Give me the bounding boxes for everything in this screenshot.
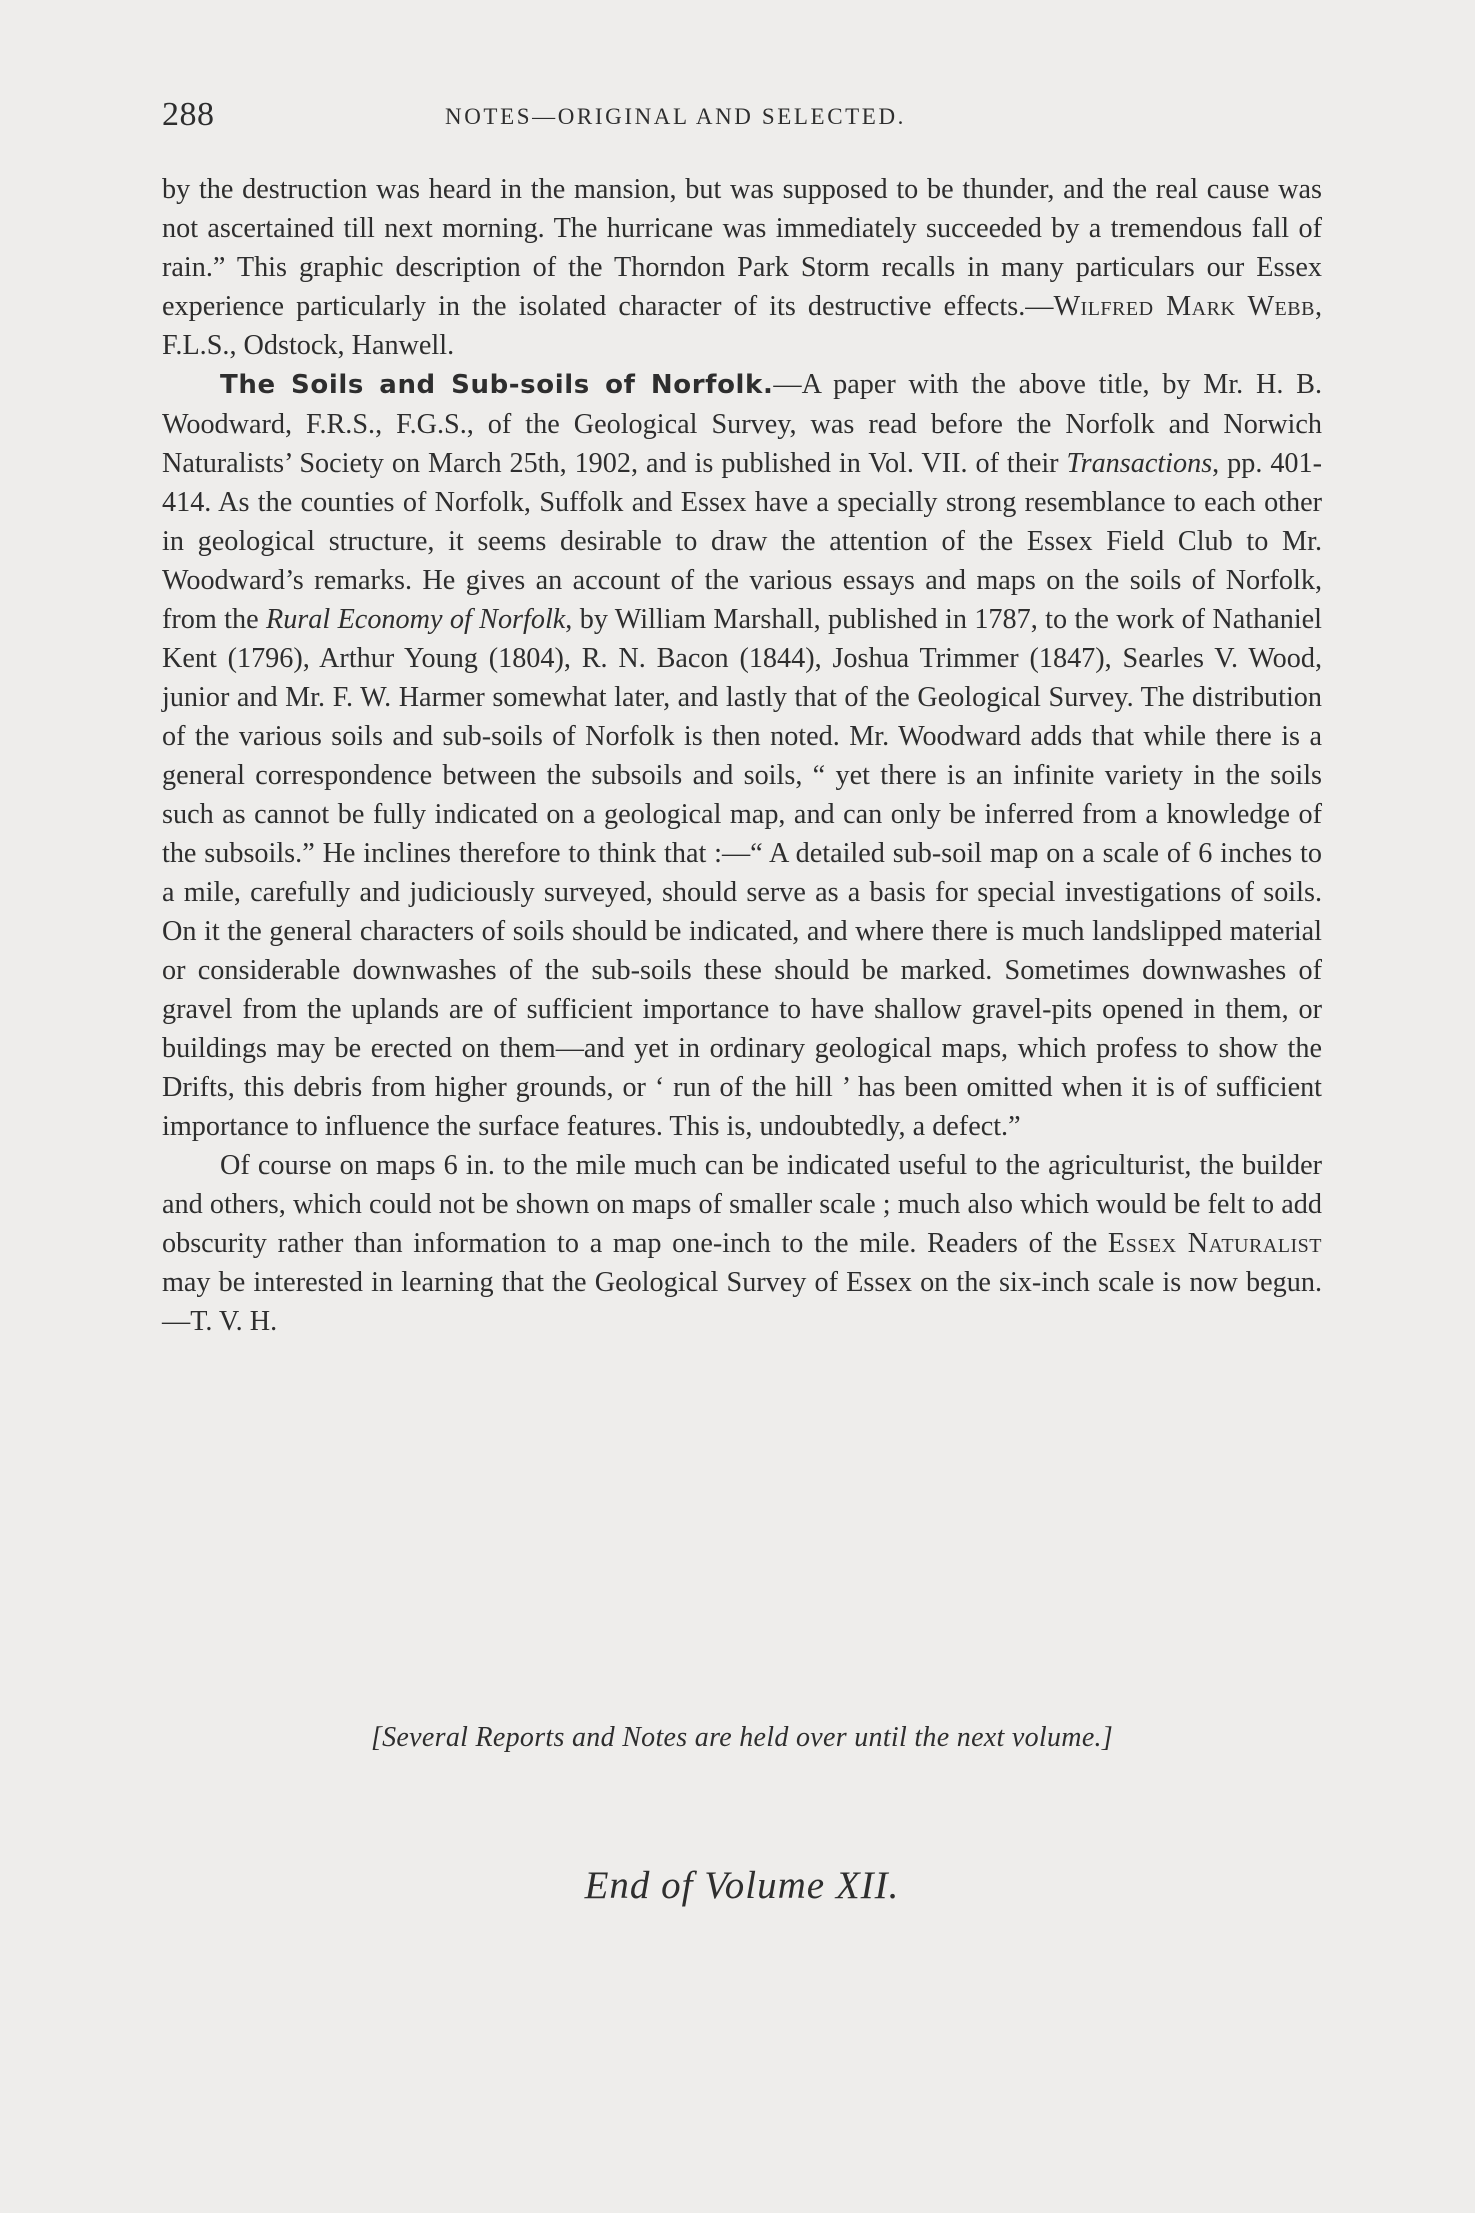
italic-title: Rural Economy of Norfolk xyxy=(266,604,566,635)
paragraph-text: by the destruction was heard in the mansion, but was supposed to be thunder, and the real cause was not ascertained till next morning. The hurricane was immediately succeeded by a tremendous fall of rain.” This graphic description of the Thorndon Park Storm recalls in many particulars our Essex experience particularly in the isolated character of its destructive effects.— xyxy=(162,174,1322,322)
paragraph-text: —A paper with the above title, by Mr. H. B. Woodward, F.R.S., F.G.S., of the Geological Survey, was read before the Norfolk and Norwich Naturalists’ Society on March 25th, 1902, and is published in Vol. VII. of their xyxy=(162,369,1322,479)
author-affiliation: , F.L.S., Odstock, Hanwell. xyxy=(162,291,1322,361)
paragraph-text: Of course on maps 6 in. to the mile much can be indicated useful to the agriculturist, the builder and others, which could not be shown on maps of smaller scale ; much also which would be felt to add obscurity rather than information to a map one-inch to the mile. Readers of the xyxy=(162,1150,1322,1259)
journal-name: Essex Naturalist xyxy=(1107,1228,1322,1259)
article-body xyxy=(162,170,1322,1341)
end-of-volume: End of Volume XII. xyxy=(584,1864,900,1907)
paragraph-text: , pp. 401-414. As the counties of Norfolk, Suffolk and Essex have a specially strong resemblance to each other in geological structure, it seems desirable to draw the attention of the Essex Field Club to Mr. Woodward’s remarks. He gives an account of the various essays and maps on the soils of Norfolk, from the xyxy=(162,448,1323,635)
paragraph-text: , by William Marshall, published in 1787, to the work of Nathaniel Kent (1796), Arthur Young (1804), R. N. Bacon (1844), Joshua Trimmer (1847), Searles V. Wood, junior and Mr. F. W. Harmer somewhat later, and lastly that of the Geological Survey. The distribution of the various soils and sub-soils of Norfolk is then noted. Mr. Woodward adds that while there is a general correspondence between the subsoils and soils, “ yet there is an infinite variety in the soils such as cannot be fully indicated on a geological map, and can only be inferred from a knowledge of the subsoils.” He inclines therefore to think that :—“ A detailed sub-soil map on a scale of 6 inches to a mile, carefully and judiciously surveyed, should serve as a basis for special investigations of soils. On it the general characters of soils should be indicated, and where there is much landslipped material or considerable downwashes of the sub-soils these should be marked. Sometimes downwashes of gravel from the uplands are of sufficient importance to have shallow gravel-pits opened in them, or buildings may be erected on them—and yet in ordinary geological maps, which profess to show the Drifts, this debris from higher grounds, or ‘ run of the hill ’ has been omitted when it is of sufficient importance to influence the surface features. This is, undoubtedly, a defect.” xyxy=(162,604,1323,1142)
paragraph-text: may be interested in learning that the Geological Survey of Essex on the six-inch scale is now begun.—T. V. H. xyxy=(162,1267,1322,1337)
paragraph-continued xyxy=(162,170,1322,365)
paragraph-maps xyxy=(162,1146,1322,1341)
author-name: Wilfred Mark Webb xyxy=(1053,291,1315,322)
page-number: 288 xyxy=(162,96,215,133)
running-head: NOTES—ORIGINAL AND SELECTED. xyxy=(445,104,907,129)
italic-title: Transactions xyxy=(1066,448,1213,479)
paragraph-soils-norfolk xyxy=(162,365,1322,1146)
page-header xyxy=(162,96,1322,142)
editorial-note: [Several Reports and Notes are held over until the next volume.] xyxy=(370,1722,1114,1753)
section-title: The Soils and Sub-soils of Norfolk. xyxy=(220,370,774,400)
